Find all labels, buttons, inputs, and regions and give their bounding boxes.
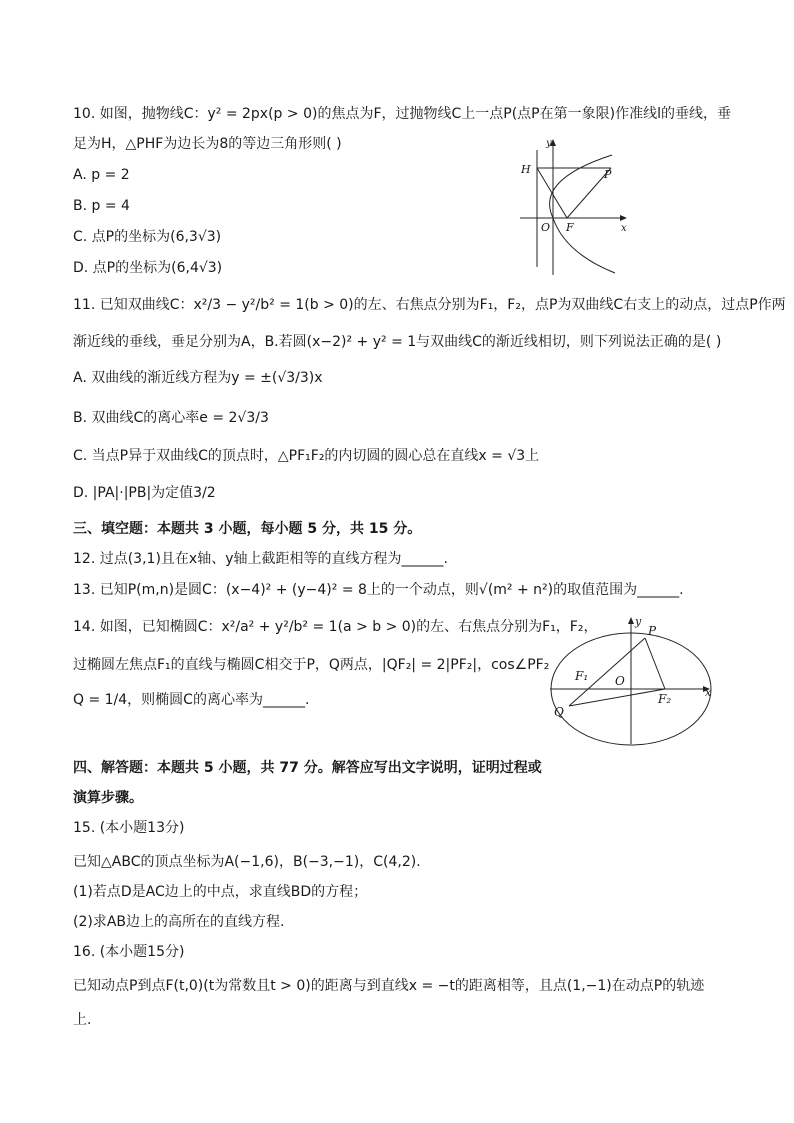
q11-option-a: A. 双曲线的渐近线方程为y = ±(√3/3)x <box>73 370 323 386</box>
q11-stem-line2: 渐近线的垂线，垂足分别为A，B.若圆(x−2)² + y² = 1与双曲线C的渐近线相切，则下列说法正确的是( ) <box>73 334 722 350</box>
label-F: F <box>566 221 574 234</box>
label-P: P <box>648 624 657 638</box>
q11-option-d: D. |PA|·|PB|为定值3/2 <box>73 485 216 501</box>
parabola-figure <box>515 135 635 280</box>
q13: 13. 已知P(m,n)是圆C：(x−4)² + (y−4)² = 8上的一个动点，则√(m² + n²)的取值范围为______. <box>73 582 684 598</box>
label-P: P <box>604 168 612 181</box>
q10-option-d: D. 点P的坐标为(6,4√3) <box>73 260 223 276</box>
label-y: y <box>635 615 642 628</box>
q10-option-a: A. p = 2 <box>73 167 130 183</box>
q12: 12. 过点(3,1)且在x轴、y轴上截距相等的直线方程为______. <box>73 551 448 567</box>
q10-option-c: C. 点P的坐标为(6,3√3) <box>73 229 222 245</box>
q14-line2: 过椭圆左焦点F₁的直线与椭圆C相交于P，Q两点，|QF₂| = 2|PF₂|，cos∠PF₂ <box>73 657 550 673</box>
section4-heading-line1: 四、解答题：本题共 5 小题，共 77 分。解答应写出文字说明，证明过程或 <box>73 760 542 776</box>
label-H: H <box>521 163 531 176</box>
q11-option-c: C. 当点P异于双曲线C的顶点时，△PF₁F₂的内切圆的圆心总在直线x = √3上 <box>73 448 540 464</box>
label-y: y <box>546 138 552 149</box>
label-x: x <box>705 686 712 699</box>
q11-option-b: B. 双曲线C的离心率e = 2√3/3 <box>73 410 269 426</box>
q10-option-b: B. p = 4 <box>73 198 130 214</box>
section3-heading: 三、填空题：本题共 3 小题，每小题 5 分，共 15 分。 <box>73 521 422 537</box>
label-O: O <box>615 674 625 688</box>
section4-heading-line2: 演算步骤。 <box>73 790 143 806</box>
q15-title: 15. (本小题13分) <box>73 820 185 836</box>
q14-line1: 14. 如图，已知椭圆C：x²/a² + y²/b² = 1(a > b > 0)的左、右焦点分别为F₁，F₂， <box>73 619 598 635</box>
q10-stem-line1: 10. 如图，抛物线C：y² = 2px(p > 0)的焦点为F，过抛物线C上一点P(点P在第一象限)作准线l的垂线，垂 <box>73 106 731 122</box>
label-F2: F₂ <box>658 692 672 706</box>
q16-stem-line2: 上. <box>73 1012 92 1028</box>
q11-stem-line1: 11. 已知双曲线C：x²/3 − y²/b² = 1(b > 0)的左、右焦点分别为F₁，F₂，点P为双曲线C右支上的动点，过点P作两 <box>73 297 786 313</box>
q15-part1: (1)若点D是AC边上的中点，求直线BD的方程； <box>73 884 368 900</box>
label-F1: F₁ <box>575 669 589 683</box>
label-x: x <box>621 223 627 234</box>
q16-title: 16. (本小题15分) <box>73 944 185 960</box>
q16-stem-line1: 已知动点P到点F(t,0)(t为常数且t > 0)的距离与到直线x = −t的距离相等，且点(1,−1)在动点P的轨迹 <box>73 978 705 994</box>
q14-line3: Q = 1/4，则椭圆C的离心率为______. <box>73 692 310 708</box>
label-O: O <box>541 221 551 234</box>
q10-stem-line2: 足为H，△PHF为边长为8的等边三角形则( ) <box>73 136 342 152</box>
ellipse-figure <box>545 612 720 747</box>
label-Q: Q <box>554 705 564 719</box>
q15-part2: (2)求AB边上的高所在的直线方程. <box>73 914 285 930</box>
q15-stem: 已知△ABC的顶点坐标为A(−1,6)，B(−3,−1)，C(4,2). <box>73 854 421 870</box>
